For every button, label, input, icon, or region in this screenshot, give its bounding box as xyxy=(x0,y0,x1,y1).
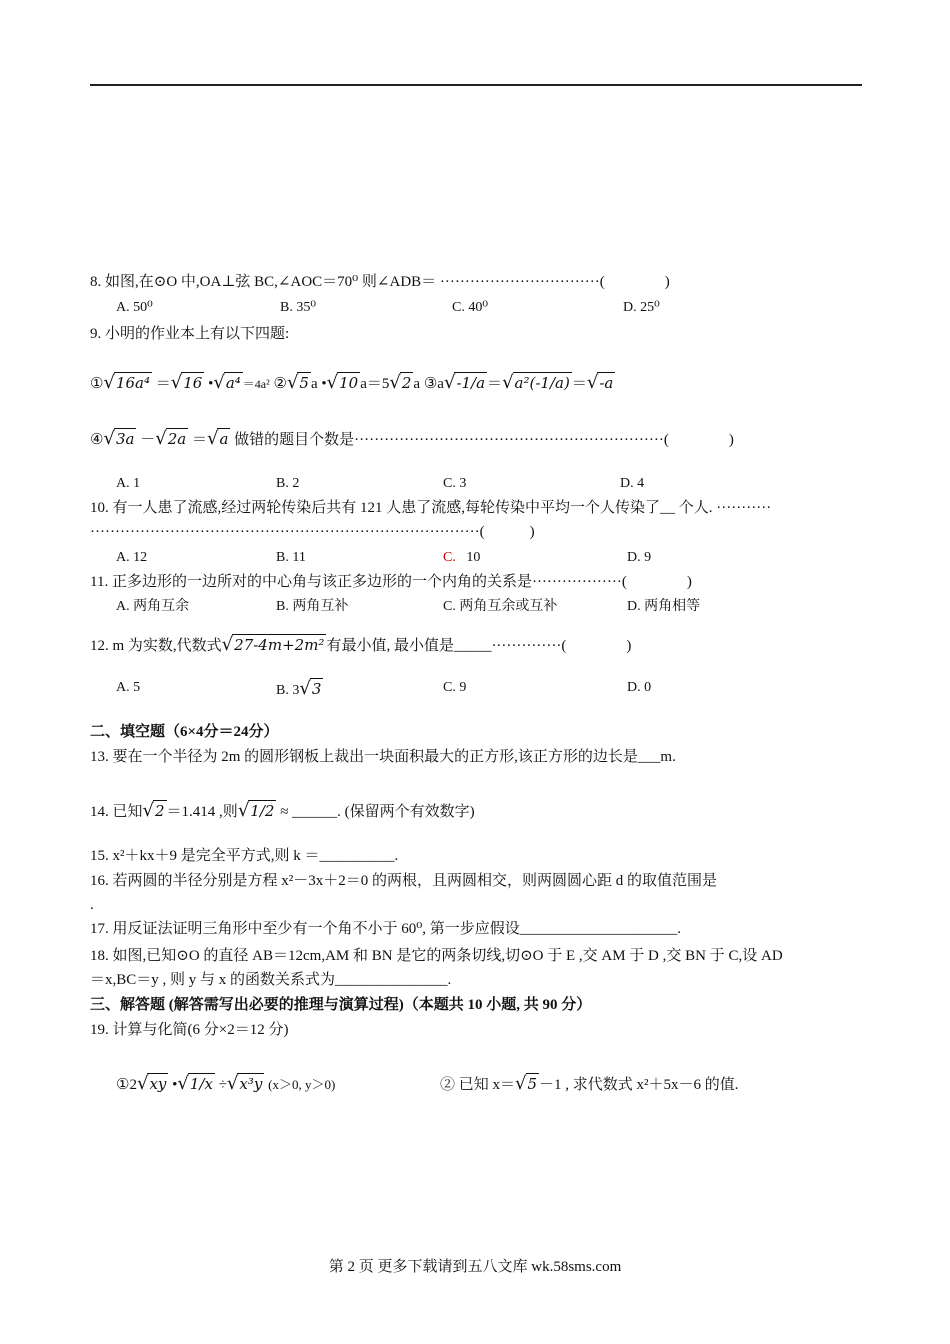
question-19-stem: 19. 计算与化简(6 分×2＝12 分) xyxy=(90,1022,289,1038)
question-18: 18. 如图,已知⊙O 的直径 AB＝12cm,AM 和 BN 是它的两条切线,切⊙O 于 E ,交 AM 于 D ,交 BN 于 C,设 AD xyxy=(90,948,783,964)
question-10-stem: 10. 有一人患了流感,经过两轮传染后共有 121 人患了流感,每轮传染中平均一个人传染了__ 个人. ··········· xyxy=(90,500,772,516)
section-3-heading: 三、解答题 (解答需写出必要的推理与演算过程)（本题共 10 小题, 共 90 分） xyxy=(90,997,592,1013)
q19-part-2: ② 已知 x＝√5 －1 , 求代数式 x²＋5x－6 的值. xyxy=(440,1073,739,1094)
question-18-cont: ＝x,BC＝y , 则 y 与 x 的函数关系式为_______________. xyxy=(90,972,452,988)
q8-option-a: A. 50⁰ xyxy=(116,300,153,315)
q10-option-b: B. 11 xyxy=(276,550,306,565)
question-17: 17. 用反证法证明三角形中至少有一个角不小于 60⁰, 第一步应假设_____________________. xyxy=(90,921,682,937)
q9-line-2: ④√3a －√2a ＝√a 做错的题目个数是······························································( ) xyxy=(90,428,734,449)
q10-option-a: A. 12 xyxy=(116,550,148,565)
question-11-stem: 11. 正多边形的一边所对的中心角与该正多边形的一个内角的关系是··················( ) xyxy=(90,574,692,590)
q9-option-d: D. 4 xyxy=(620,476,645,491)
question-13: 13. 要在一个半径为 2m 的圆形钢板上裁出一块面积最大的正方形,该正方形的边长是___m. xyxy=(90,749,676,765)
q19-part-1: ①2√xy •√1/x ÷√x³y (x＞0, y＞0) xyxy=(116,1073,336,1094)
q8-option-c: C. 40⁰ xyxy=(452,300,488,315)
header-rule xyxy=(90,84,862,86)
question-15: 15. x²＋kx＋9 是完全平方式,则 k ＝__________. xyxy=(90,848,399,864)
q9-option-a: A. 1 xyxy=(116,476,141,491)
q8-option-d: D. 25⁰ xyxy=(623,300,660,315)
q12-option-a: A. 5 xyxy=(116,680,141,695)
question-9-stem: 9. 小明的作业本上有以下四题: xyxy=(90,326,290,342)
q12-option-c: C. 9 xyxy=(443,680,467,695)
q8-option-b: B. 35⁰ xyxy=(280,300,316,315)
q12-option-d: D. 0 xyxy=(627,680,652,695)
page-footer: 第 2 页 更多下载请到五八文库 wk.58sms.com xyxy=(328,1259,622,1275)
question-12-stem: 12. m 为实数,代数式√27-4m+2m² 有最小值, 最小值是_____··············( ) xyxy=(90,634,632,655)
q11-option-b: B. 两角互补 xyxy=(276,599,349,614)
section-2-heading: 二、填空题（6×4分＝24分） xyxy=(90,724,279,740)
question-16: 16. 若两圆的半径分别是方程 x²－3x＋2＝0 的两根，且两圆相交，则两圆圆心距 d 的取值范围是 xyxy=(90,873,718,889)
q11-option-c: C. 两角互余或互补 xyxy=(443,599,558,614)
question-10-stem-cont: ··············································································( ) xyxy=(90,524,535,540)
q9-option-b: B. 2 xyxy=(276,476,300,491)
question-14: 14. 已知√2 ＝1.414 ,则√1/2 ≈ ______. (保留两个有效数字) xyxy=(90,800,475,821)
q10-option-c: C. 10 xyxy=(443,550,481,565)
q11-option-a: A. 两角互余 xyxy=(116,599,190,614)
question-8-stem: 8. 如图,在⊙O 中,OA⊥弦 BC,∠AOC＝70⁰ 则∠ADB＝ ································( ) xyxy=(90,274,670,290)
q11-option-d: D. 两角相等 xyxy=(627,599,701,614)
q12-option-b: B. 3√3 xyxy=(276,678,322,699)
q9-option-c: C. 3 xyxy=(443,476,467,491)
q10-option-d: D. 9 xyxy=(627,550,652,565)
question-16-cont: . xyxy=(90,897,94,913)
q9-line-1: ①√16a⁴ ＝√16 •√a⁴ ＝4a² ②√5 a •√10 a＝5√2 a ③a√-1/a ＝√a²(-1/a) ＝√-a xyxy=(90,372,614,393)
